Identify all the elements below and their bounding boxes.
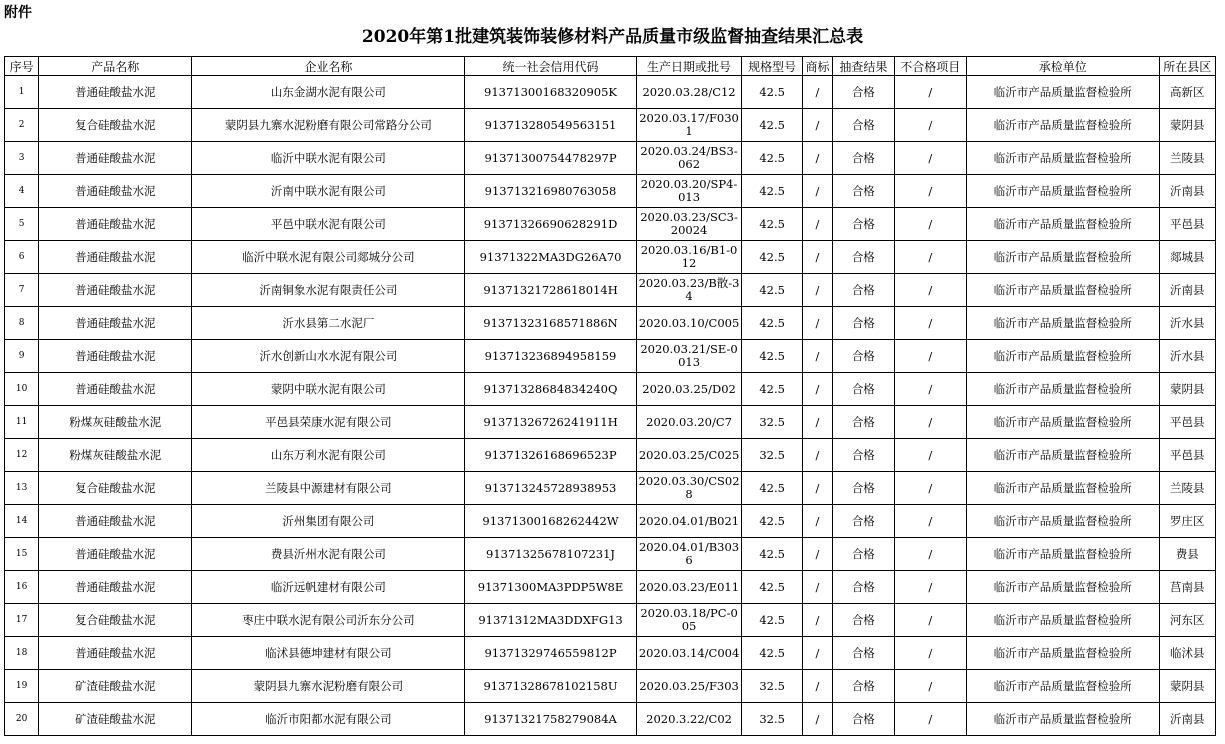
cell-trademark: / <box>802 307 832 340</box>
cell-seq: 9 <box>5 340 39 373</box>
cell-seq: 2 <box>5 109 39 142</box>
table-row <box>5 604 1216 637</box>
cell-spec: 42.5 <box>742 571 802 604</box>
cell-inspector: 临沂市产品质量监督检验所 <box>967 175 1159 208</box>
cell-inspector: 临沂市产品质量监督检验所 <box>967 538 1159 571</box>
cell-product-name: 矿渣硅酸盐水泥 <box>39 703 192 736</box>
cell-credit-code: 91371321728618014H <box>465 274 636 307</box>
cell-failed-items: / <box>894 538 967 571</box>
cell-county: 平邑县 <box>1159 439 1216 472</box>
cell-failed-items: / <box>894 472 967 505</box>
cell-batch: 2020.03.20/SP4-013 <box>636 175 742 208</box>
cell-batch: 2020.03.25/C025 <box>636 439 742 472</box>
table-row <box>5 340 1216 373</box>
cell-product-name: 粉煤灰硅酸盐水泥 <box>39 406 192 439</box>
cell-spec: 42.5 <box>742 505 802 538</box>
cell-company-name: 平邑县荣康水泥有限公司 <box>192 406 465 439</box>
cell-product-name: 普通硅酸盐水泥 <box>39 505 192 538</box>
cell-credit-code: 91371323168571886N <box>465 307 636 340</box>
cell-inspector: 临沂市产品质量监督检验所 <box>967 142 1159 175</box>
table-row <box>5 505 1216 538</box>
cell-seq: 19 <box>5 670 39 703</box>
table-row <box>5 406 1216 439</box>
table-row <box>5 637 1216 670</box>
cell-credit-code: 91371312MA3DDXFG13 <box>465 604 636 637</box>
table-row <box>5 175 1216 208</box>
cell-failed-items: / <box>894 670 967 703</box>
cell-seq: 6 <box>5 241 39 274</box>
cell-credit-code: 91371328678102158U <box>465 670 636 703</box>
cell-product-name: 普通硅酸盐水泥 <box>39 340 192 373</box>
cell-credit-code: 913713216980763058 <box>465 175 636 208</box>
header-trademark: 商标 <box>802 57 832 76</box>
table-row <box>5 274 1216 307</box>
cell-county: 罗庄区 <box>1159 505 1216 538</box>
cell-product-name: 普通硅酸盐水泥 <box>39 538 192 571</box>
cell-trademark: / <box>802 439 832 472</box>
cell-trademark: / <box>802 76 832 109</box>
cell-batch: 2020.04.01/B021 <box>636 505 742 538</box>
cell-credit-code: 913713245728938953 <box>465 472 636 505</box>
cell-result: 合格 <box>833 109 894 142</box>
table-row <box>5 670 1216 703</box>
cell-inspector: 临沂市产品质量监督检验所 <box>967 208 1159 241</box>
cell-company-name: 蒙阴县九寨水泥粉磨有限公司常路分公司 <box>192 109 465 142</box>
cell-spec: 42.5 <box>742 142 802 175</box>
cell-batch: 2020.04.01/B3036 <box>636 538 742 571</box>
cell-inspector: 临沂市产品质量监督检验所 <box>967 670 1159 703</box>
cell-seq: 14 <box>5 505 39 538</box>
cell-county: 蒙阴县 <box>1159 109 1216 142</box>
cell-failed-items: / <box>894 637 967 670</box>
cell-failed-items: / <box>894 307 967 340</box>
header-seq: 序号 <box>5 57 39 76</box>
cell-trademark: / <box>802 208 832 241</box>
cell-failed-items: / <box>894 439 967 472</box>
cell-inspector: 临沂市产品质量监督检验所 <box>967 76 1159 109</box>
cell-product-name: 复合硅酸盐水泥 <box>39 109 192 142</box>
cell-trademark: / <box>802 670 832 703</box>
table-row <box>5 241 1216 274</box>
cell-county: 沂南县 <box>1159 175 1216 208</box>
cell-seq: 8 <box>5 307 39 340</box>
cell-result: 合格 <box>833 340 894 373</box>
cell-company-name: 沂水县第二水泥厂 <box>192 307 465 340</box>
cell-batch: 2020.03.14/C004 <box>636 637 742 670</box>
cell-company-name: 枣庄中联水泥有限公司沂东分公司 <box>192 604 465 637</box>
cell-spec: 42.5 <box>742 274 802 307</box>
cell-spec: 42.5 <box>742 472 802 505</box>
cell-trademark: / <box>802 274 832 307</box>
cell-company-name: 蒙阴县九寨水泥粉磨有限公司 <box>192 670 465 703</box>
cell-result: 合格 <box>833 274 894 307</box>
cell-result: 合格 <box>833 307 894 340</box>
table-row <box>5 571 1216 604</box>
header-credit-code: 统一社会信用代码 <box>465 57 636 76</box>
cell-product-name: 矿渣硅酸盐水泥 <box>39 670 192 703</box>
cell-company-name: 蒙阴中联水泥有限公司 <box>192 373 465 406</box>
cell-company-name: 费县沂州水泥有限公司 <box>192 538 465 571</box>
results-table <box>4 56 1216 736</box>
cell-trademark: / <box>802 637 832 670</box>
cell-inspector: 临沂市产品质量监督检验所 <box>967 571 1159 604</box>
cell-seq: 13 <box>5 472 39 505</box>
cell-failed-items: / <box>894 340 967 373</box>
cell-county: 郯城县 <box>1159 241 1216 274</box>
table-header-row <box>5 57 1216 76</box>
cell-county: 兰陵县 <box>1159 142 1216 175</box>
cell-credit-code: 913713236894958159 <box>465 340 636 373</box>
cell-batch: 2020.03.16/B1-012 <box>636 241 742 274</box>
cell-county: 莒南县 <box>1159 571 1216 604</box>
cell-seq: 11 <box>5 406 39 439</box>
cell-spec: 32.5 <box>742 670 802 703</box>
cell-spec: 42.5 <box>742 340 802 373</box>
cell-company-name: 沂水创新山水水泥有限公司 <box>192 340 465 373</box>
cell-spec: 42.5 <box>742 307 802 340</box>
cell-seq: 18 <box>5 637 39 670</box>
cell-company-name: 兰陵县中源建材有限公司 <box>192 472 465 505</box>
cell-inspector: 临沂市产品质量监督检验所 <box>967 274 1159 307</box>
table-body <box>5 76 1216 736</box>
cell-seq: 5 <box>5 208 39 241</box>
cell-inspector: 临沂市产品质量监督检验所 <box>967 505 1159 538</box>
cell-company-name: 临沂中联水泥有限公司 <box>192 142 465 175</box>
cell-county: 河东区 <box>1159 604 1216 637</box>
cell-company-name: 临沂市阳都水泥有限公司 <box>192 703 465 736</box>
cell-product-name: 粉煤灰硅酸盐水泥 <box>39 439 192 472</box>
cell-seq: 12 <box>5 439 39 472</box>
cell-batch: 2020.03.18/PC-005 <box>636 604 742 637</box>
cell-company-name: 平邑中联水泥有限公司 <box>192 208 465 241</box>
cell-spec: 42.5 <box>742 604 802 637</box>
header-spec: 规格型号 <box>742 57 802 76</box>
cell-spec: 32.5 <box>742 439 802 472</box>
cell-inspector: 临沂市产品质量监督检验所 <box>967 703 1159 736</box>
cell-batch: 2020.03.10/C005 <box>636 307 742 340</box>
cell-inspector: 临沂市产品质量监督检验所 <box>967 472 1159 505</box>
cell-company-name: 沂南铜象水泥有限责任公司 <box>192 274 465 307</box>
table-row <box>5 703 1216 736</box>
cell-result: 合格 <box>833 637 894 670</box>
cell-product-name: 普通硅酸盐水泥 <box>39 208 192 241</box>
cell-batch: 2020.03.25/F303 <box>636 670 742 703</box>
header-county: 所在县区 <box>1159 57 1216 76</box>
cell-county: 高新区 <box>1159 76 1216 109</box>
cell-credit-code: 91371326168696523P <box>465 439 636 472</box>
cell-batch: 2020.03.21/SE-0013 <box>636 340 742 373</box>
header-company-name: 企业名称 <box>192 57 465 76</box>
cell-inspector: 临沂市产品质量监督检验所 <box>967 109 1159 142</box>
cell-seq: 10 <box>5 373 39 406</box>
cell-company-name: 临沂远帆建材有限公司 <box>192 571 465 604</box>
cell-credit-code: 91371300168262442W <box>465 505 636 538</box>
cell-seq: 1 <box>5 76 39 109</box>
cell-result: 合格 <box>833 406 894 439</box>
cell-credit-code: 913713280549563151 <box>465 109 636 142</box>
cell-product-name: 普通硅酸盐水泥 <box>39 307 192 340</box>
cell-failed-items: / <box>894 703 967 736</box>
cell-credit-code: 91371326726241911H <box>465 406 636 439</box>
header-batch: 生产日期或批号 <box>636 57 742 76</box>
cell-product-name: 普通硅酸盐水泥 <box>39 637 192 670</box>
cell-spec: 42.5 <box>742 538 802 571</box>
cell-result: 合格 <box>833 604 894 637</box>
cell-trademark: / <box>802 703 832 736</box>
cell-failed-items: / <box>894 175 967 208</box>
cell-county: 蒙阴县 <box>1159 373 1216 406</box>
cell-credit-code: 91371328684834240Q <box>465 373 636 406</box>
cell-result: 合格 <box>833 208 894 241</box>
cell-product-name: 普通硅酸盐水泥 <box>39 571 192 604</box>
cell-inspector: 临沂市产品质量监督检验所 <box>967 406 1159 439</box>
attachment-label: 附件 <box>4 5 32 21</box>
table-row <box>5 109 1216 142</box>
cell-seq: 17 <box>5 604 39 637</box>
cell-credit-code: 91371300168320905K <box>465 76 636 109</box>
cell-trademark: / <box>802 241 832 274</box>
cell-failed-items: / <box>894 505 967 538</box>
cell-batch: 2020.03.23/SC3-20024 <box>636 208 742 241</box>
cell-company-name: 山东万利水泥有限公司 <box>192 439 465 472</box>
cell-county: 沂水县 <box>1159 307 1216 340</box>
cell-failed-items: / <box>894 142 967 175</box>
cell-product-name: 复合硅酸盐水泥 <box>39 604 192 637</box>
cell-spec: 32.5 <box>742 406 802 439</box>
cell-batch: 2020.03.20/C7 <box>636 406 742 439</box>
cell-result: 合格 <box>833 175 894 208</box>
cell-credit-code: 91371300MA3PDP5W8E <box>465 571 636 604</box>
cell-company-name: 临沂中联水泥有限公司郯城分公司 <box>192 241 465 274</box>
cell-seq: 20 <box>5 703 39 736</box>
cell-trademark: / <box>802 406 832 439</box>
cell-company-name: 山东金湖水泥有限公司 <box>192 76 465 109</box>
cell-county: 临沭县 <box>1159 637 1216 670</box>
cell-trademark: / <box>802 373 832 406</box>
cell-failed-items: / <box>894 76 967 109</box>
cell-inspector: 临沂市产品质量监督检验所 <box>967 637 1159 670</box>
cell-spec: 42.5 <box>742 241 802 274</box>
cell-county: 沂水县 <box>1159 340 1216 373</box>
cell-failed-items: / <box>894 109 967 142</box>
cell-inspector: 临沂市产品质量监督检验所 <box>967 307 1159 340</box>
cell-product-name: 复合硅酸盐水泥 <box>39 472 192 505</box>
cell-product-name: 普通硅酸盐水泥 <box>39 76 192 109</box>
cell-seq: 15 <box>5 538 39 571</box>
cell-batch: 2020.03.30/CS028 <box>636 472 742 505</box>
cell-trademark: / <box>802 109 832 142</box>
cell-credit-code: 91371326690628291D <box>465 208 636 241</box>
header-failed-items: 不合格项目 <box>894 57 967 76</box>
cell-batch: 2020.03.25/D02 <box>636 373 742 406</box>
cell-company-name: 沂州集团有限公司 <box>192 505 465 538</box>
cell-credit-code: 91371321758279084A <box>465 703 636 736</box>
table-row <box>5 373 1216 406</box>
cell-credit-code: 91371329746559812P <box>465 637 636 670</box>
cell-trademark: / <box>802 538 832 571</box>
cell-spec: 42.5 <box>742 637 802 670</box>
cell-result: 合格 <box>833 571 894 604</box>
cell-product-name: 普通硅酸盐水泥 <box>39 274 192 307</box>
cell-spec: 32.5 <box>742 703 802 736</box>
cell-county: 沂南县 <box>1159 703 1216 736</box>
cell-failed-items: / <box>894 208 967 241</box>
cell-failed-items: / <box>894 274 967 307</box>
cell-seq: 7 <box>5 274 39 307</box>
cell-batch: 2020.03.17/F0301 <box>636 109 742 142</box>
cell-county: 平邑县 <box>1159 406 1216 439</box>
cell-result: 合格 <box>833 703 894 736</box>
table-row <box>5 208 1216 241</box>
cell-result: 合格 <box>833 373 894 406</box>
cell-county: 费县 <box>1159 538 1216 571</box>
cell-seq: 3 <box>5 142 39 175</box>
cell-batch: 2020.03.23/B散-34 <box>636 274 742 307</box>
cell-spec: 42.5 <box>742 76 802 109</box>
document-title: 2020年第1批建筑装饰装修材料产品质量市级监督抽查结果汇总表 <box>361 27 864 47</box>
cell-batch: 2020.3.22/C02 <box>636 703 742 736</box>
cell-failed-items: / <box>894 406 967 439</box>
cell-batch: 2020.03.23/E011 <box>636 571 742 604</box>
cell-batch: 2020.03.24/BS3-062 <box>636 142 742 175</box>
table-row <box>5 76 1216 109</box>
cell-county: 平邑县 <box>1159 208 1216 241</box>
cell-result: 合格 <box>833 538 894 571</box>
cell-seq: 16 <box>5 571 39 604</box>
cell-company-name: 沂南中联水泥有限公司 <box>192 175 465 208</box>
cell-product-name: 普通硅酸盐水泥 <box>39 142 192 175</box>
cell-spec: 42.5 <box>742 109 802 142</box>
cell-product-name: 普通硅酸盐水泥 <box>39 241 192 274</box>
cell-result: 合格 <box>833 241 894 274</box>
cell-seq: 4 <box>5 175 39 208</box>
cell-trademark: / <box>802 604 832 637</box>
cell-result: 合格 <box>833 505 894 538</box>
cell-county: 蒙阴县 <box>1159 670 1216 703</box>
cell-county: 兰陵县 <box>1159 472 1216 505</box>
cell-credit-code: 91371322MA3DG26A70 <box>465 241 636 274</box>
cell-failed-items: / <box>894 373 967 406</box>
cell-trademark: / <box>802 340 832 373</box>
cell-trademark: / <box>802 571 832 604</box>
cell-credit-code: 91371325678107231J <box>465 538 636 571</box>
table-row <box>5 307 1216 340</box>
cell-trademark: / <box>802 505 832 538</box>
cell-result: 合格 <box>833 439 894 472</box>
cell-inspector: 临沂市产品质量监督检验所 <box>967 439 1159 472</box>
table-row <box>5 538 1216 571</box>
cell-failed-items: / <box>894 571 967 604</box>
table-row <box>5 142 1216 175</box>
header-inspector: 承检单位 <box>967 57 1159 76</box>
cell-spec: 42.5 <box>742 208 802 241</box>
cell-result: 合格 <box>833 142 894 175</box>
cell-product-name: 普通硅酸盐水泥 <box>39 373 192 406</box>
cell-inspector: 临沂市产品质量监督检验所 <box>967 340 1159 373</box>
cell-trademark: / <box>802 175 832 208</box>
cell-product-name: 普通硅酸盐水泥 <box>39 175 192 208</box>
cell-failed-items: / <box>894 241 967 274</box>
cell-county: 沂南县 <box>1159 274 1216 307</box>
cell-trademark: / <box>802 142 832 175</box>
cell-company-name: 临沭县德坤建材有限公司 <box>192 637 465 670</box>
cell-failed-items: / <box>894 604 967 637</box>
table-row <box>5 472 1216 505</box>
cell-inspector: 临沂市产品质量监督检验所 <box>967 241 1159 274</box>
cell-result: 合格 <box>833 76 894 109</box>
cell-spec: 42.5 <box>742 175 802 208</box>
cell-batch: 2020.03.28/C12 <box>636 76 742 109</box>
cell-inspector: 临沂市产品质量监督检验所 <box>967 373 1159 406</box>
table-row <box>5 439 1216 472</box>
cell-result: 合格 <box>833 472 894 505</box>
cell-spec: 42.5 <box>742 373 802 406</box>
cell-credit-code: 91371300754478297P <box>465 142 636 175</box>
cell-inspector: 临沂市产品质量监督检验所 <box>967 604 1159 637</box>
header-result: 抽查结果 <box>833 57 894 76</box>
cell-result: 合格 <box>833 670 894 703</box>
cell-trademark: / <box>802 472 832 505</box>
header-product-name: 产品名称 <box>39 57 192 76</box>
